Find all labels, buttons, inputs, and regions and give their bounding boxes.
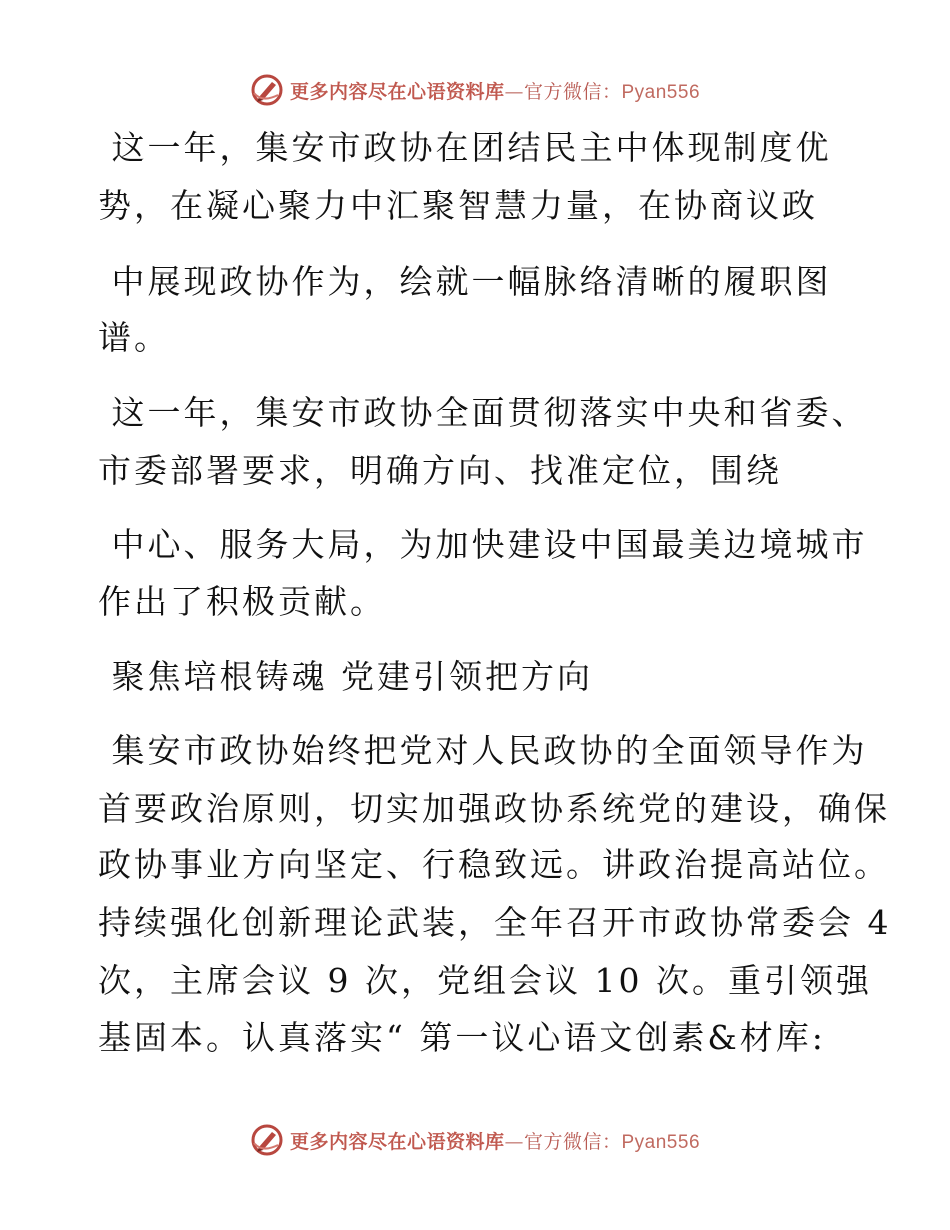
watermark-handle: Pyan556 [621, 81, 701, 103]
paragraph-4-line-2: 作出了积极贡献。 [98, 582, 386, 621]
paragraph-6-line-4: 持续强化创新理论武装，全年召开市政协常委会 4 [98, 903, 892, 942]
paragraph-2-line-1: 中展现政协作为，绘就一幅脉络清晰的履职图 [98, 262, 832, 301]
paragraph-1-line-1: 这一年，集安市政协在团结民主中体现制度优 [98, 128, 832, 167]
pen-logo-icon [250, 1123, 284, 1157]
watermark-brand: 更多内容尽在心语资料库 [289, 80, 505, 103]
watermark-handle: Pyan556 [621, 1131, 701, 1153]
paragraph-1-line-2: 势，在凝心聚力中汇聚智慧力量，在协商议政 [98, 186, 818, 225]
paragraph-6-line-5: 次，主席会议 9 次，党组会议 10 次。重引领强 [98, 961, 872, 1000]
watermark-brand: 更多内容尽在心语资料库 [289, 1130, 505, 1153]
watermark-wechat-label: 官方微信： [523, 80, 622, 103]
paragraph-3-line-2: 市委部署要求，明确方向、找准定位，围绕 [98, 451, 782, 490]
paragraph-6-line-1: 集安市政协始终把党对人民政协的全面领导作为 [98, 731, 868, 770]
paragraph-3-line-1: 这一年，集安市政协全面贯彻落实中央和省委、 [98, 393, 868, 432]
paragraph-2-line-2: 谱。 [98, 318, 170, 357]
watermark-separator: — [504, 80, 524, 103]
paragraph-6-line-2: 首要政治原则，切实加强政协系统党的建设，确保 [98, 789, 890, 828]
watermark-text [290, 1127, 700, 1154]
footer-watermark [0, 1120, 950, 1160]
paragraph-6-line-3: 政协事业方向坚定、行稳致远。讲政治提高站位。 [98, 845, 890, 884]
watermark-separator: — [504, 1130, 524, 1153]
section-heading: 聚焦培根铸魂 党建引领把方向 [98, 657, 593, 696]
paragraph-4-line-1: 中心、服务大局，为加快建设中国最美边境城市 [98, 525, 868, 564]
paragraph-6-line-6: 基固本。认真落实“ 第一议心语文创素&材库: [98, 1018, 826, 1057]
watermark-wechat-label: 官方微信： [523, 1130, 622, 1153]
